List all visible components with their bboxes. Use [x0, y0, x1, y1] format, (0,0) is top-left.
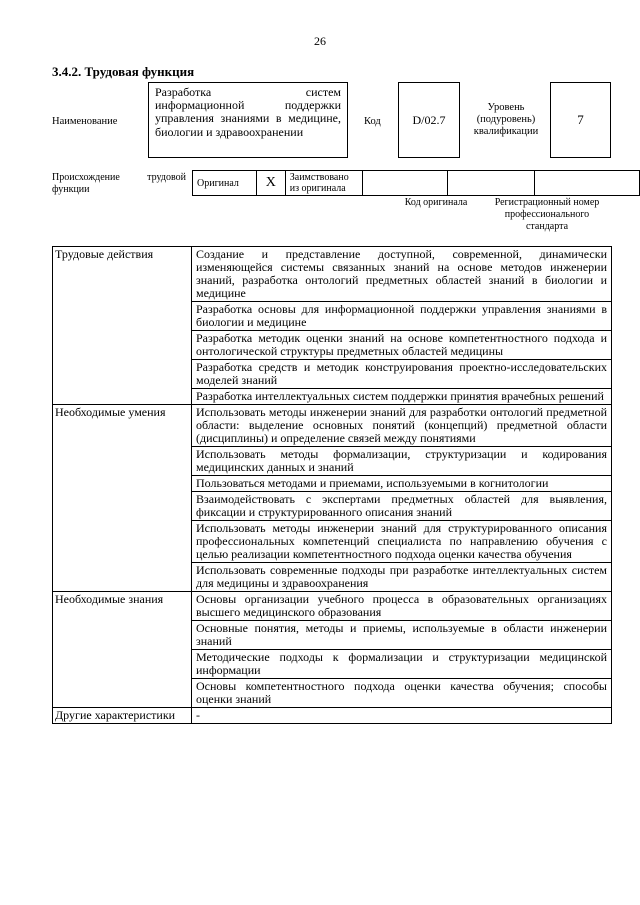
origin-label: Происхождение трудовой функции — [52, 172, 186, 195]
table-row — [53, 708, 612, 724]
item-cell: Методические подходы к формализации и структуризации медицинской информации — [192, 650, 612, 679]
code-value-box: D/02.7 — [398, 82, 460, 158]
table-row — [53, 405, 612, 447]
section-title: 3.4.2. Трудовая функция — [52, 64, 195, 79]
table-row — [53, 247, 612, 302]
item-cell: Основные понятия, методы и приемы, используемые в области инженерии знаний — [192, 621, 612, 650]
item-cell: Разработка основы для информационной поддержки управления знаниями в биологии и медицине — [192, 302, 612, 331]
page-number: 26 — [314, 34, 326, 48]
item-cell: Основы организации учебного процесса в образовательных организациях высшего медицинского образования — [192, 592, 612, 621]
reg-number-caption: Регистрационный номер профессионального стандарта — [494, 197, 600, 232]
category-cell: Необходимые знания — [53, 592, 192, 708]
origin-table — [192, 170, 640, 196]
original-label-cell: Оригинал — [193, 171, 257, 196]
original-mark-cell: X — [256, 171, 285, 196]
item-cell: Использовать методы инженерии знаний для структурированного описания профессиональных компетенций специалиста по направлению обучения с целью реализации компетентностного подхода оценки качества обучения — [192, 521, 612, 563]
function-details-table — [52, 246, 612, 724]
reg-number-cell — [535, 171, 640, 196]
function-name-box: Разработка систем информационной поддержки управления знаниями в медицине, биологии и здравоохранении — [148, 82, 348, 158]
code-orig-caption: Код оригинала — [404, 197, 468, 208]
item-cell: Создание и представление доступной, современной, динамически изменяющейся системы связанных знаний на основе методов инженерии знаний, разработка онтологий предметных областей знаний в биологии и медицине — [192, 247, 612, 302]
empty-cell — [362, 171, 447, 196]
item-cell: - — [192, 708, 612, 724]
borrowed-label-cell: Заимствовано из оригинала — [285, 171, 362, 196]
level-label: Уровень (подуровень) квалификации — [473, 102, 539, 137]
code-label: Код — [364, 116, 381, 127]
table-row — [53, 592, 612, 621]
item-cell: Взаимодействовать с экспертами предметных областей для выявления, фиксации и структурированного описания знаний — [192, 492, 612, 521]
category-cell: Другие характеристики — [53, 708, 192, 724]
category-cell: Трудовые действия — [53, 247, 192, 405]
item-cell: Пользоваться методами и приемами, используемыми в когнитологии — [192, 476, 612, 492]
category-cell: Необходимые умения — [53, 405, 192, 592]
level-value-box: 7 — [550, 82, 611, 158]
item-cell: Использовать методы формализации, структуризации и кодирования медицинских данных и знаний — [192, 447, 612, 476]
item-cell: Разработка средств и методик конструирования проектно-исследовательских моделей знаний — [192, 360, 612, 389]
code-orig-cell — [448, 171, 535, 196]
item-cell: Разработка методик оценки знаний на основе компетентностного подхода и онтологической структуры предметных областей медицины — [192, 331, 612, 360]
item-cell: Использовать современные подходы при разработке интеллектуальных систем для медицины и здравоохранения — [192, 563, 612, 592]
item-cell: Разработка интеллектуальных систем поддержки принятия врачебных решений — [192, 389, 612, 405]
item-cell: Основы компетентностного подхода оценки качества обучения; способы оценки знаний — [192, 679, 612, 708]
item-cell: Использовать методы инженерии знаний для разработки онтологий предметной области: выделение основных понятий (концепций) предметной области (дисциплины) и определение связей между понятиями — [192, 405, 612, 447]
name-label: Наименование — [52, 116, 118, 127]
